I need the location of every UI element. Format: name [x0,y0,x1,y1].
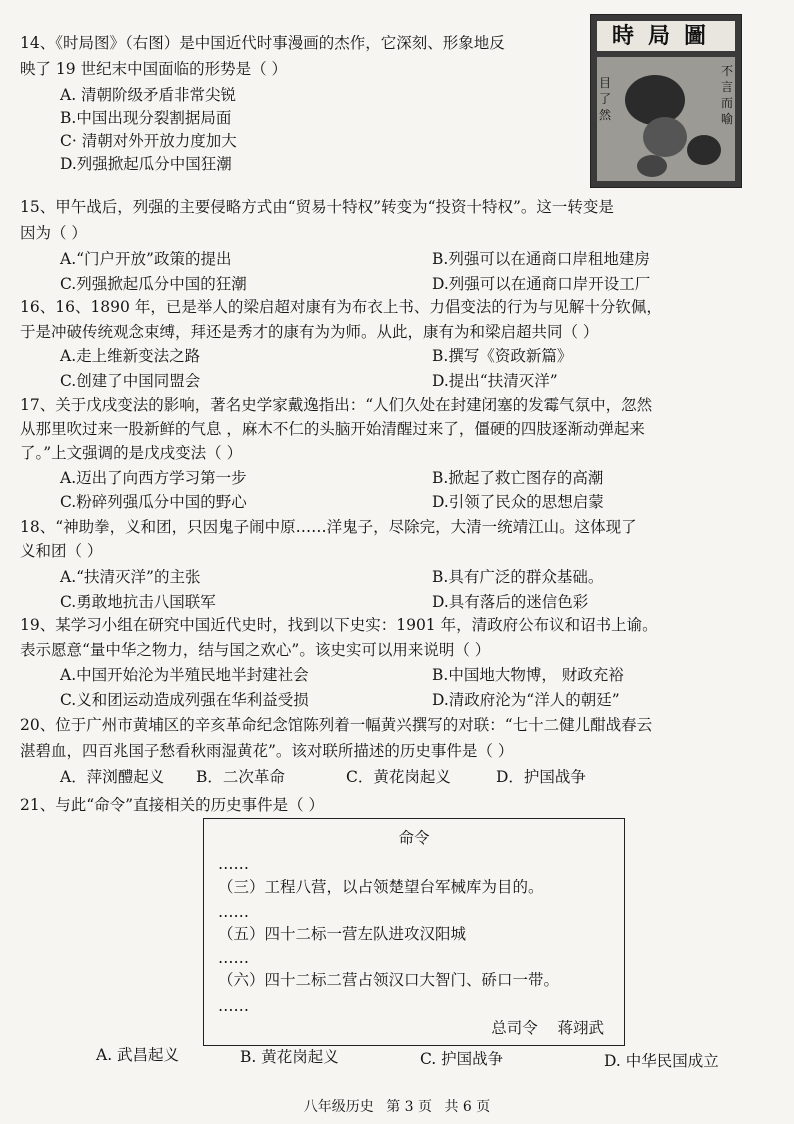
q18-stem-line1: 18、“神助拳，义和团，只因鬼子闹中原……洋鬼子，尽除完，大清一统靖江山。这体现了 [20,518,637,536]
q17-stem-line3: 了。”上文强调的是戊戌变法（ ） [20,444,243,462]
cartoon-artwork [597,57,735,181]
q17-option-a: A.迈出了向西方学习第一步 [60,469,247,487]
cartoon-title: 時局圖 [597,21,735,51]
q16-stem-line1: 16、16、1890 年，已是举人的梁启超对康有为布衣上书、力倡变法的行为与见解十分钦佩， [20,298,662,316]
q16-stem-line2: 于是冲破传统观念束缚，拜还是秀才的康有为为师。从此，康有为和梁启超共同（ ） [20,323,599,341]
command-signature [491,1017,604,1039]
q19-option-b: B.中国地大物博， 财政充裕 [432,666,624,684]
q16-option-a: A.走上维新变法之路 [60,347,201,365]
footer-subject: 八年级历史 [303,1099,374,1115]
signature-role: 总司令 [491,1019,538,1037]
shijutu-cartoon-image [590,14,742,188]
command-ellipsis-1: …… [218,855,249,873]
q15-option-d: D.列强可以在通商口岸开设工厂 [432,275,651,293]
cartoon-side-right: 不言而喻 [721,64,734,126]
q14-stem-line1: 14、《时局图》（右图）是中国近代时事漫画的杰作，它深刻、形象地反 [20,34,505,52]
cartoon-side-left: 目了然 [599,76,612,122]
command-item-3: （三）工程八营，以占领楚望台军械库为目的。 [218,878,544,896]
q19-option-c: C.义和团运动造成列强在华利益受损 [60,691,309,709]
command-ellipsis-3: …… [218,949,249,967]
q20-option-d: D．护国战争 [496,768,586,786]
q20-stem-line2: 湛碧血，四百兆国子愁看秋雨湿黄花”。该对联所描述的历史事件是（ ） [20,742,514,760]
command-ellipsis-4: …… [218,997,249,1015]
page-footer [0,1096,794,1116]
q21-option-c: C. 护国战争 [420,1050,504,1068]
q15-option-a: A.“门户开放”政策的提出 [60,250,232,268]
signature-name: 蒋翊武 [557,1019,604,1037]
q14-option-d: D.列强掀起瓜分中国狂潮 [60,155,232,173]
command-item-5: （五）四十二标一营左队进攻汉阳城 [218,925,467,943]
q20-stem-line1: 20、位于广州市黄埔区的辛亥革命纪念馆陈列着一幅黄兴撰写的对联：“七十二健儿酣战春云 [20,716,653,734]
q20-option-b: B．二次革命 [196,768,285,786]
q14-stem-line2: 映了 19 世纪末中国面临的形势是（ ） [20,60,288,78]
q18-option-d: D.具有落后的迷信色彩 [432,593,589,611]
q14-option-a: A. 清朝阶级矛盾非常尖锐 [60,86,237,104]
q18-option-a: A.“扶清灭洋”的主张 [60,568,201,586]
q18-stem-line2: 义和团（ ） [20,542,103,560]
command-document-box [203,818,625,1046]
q17-stem-line1: 17、关于戊戌变法的影响，著名史学家戴逸指出：“人们久处在封建闭塞的发霉气氛中，忽然 [20,396,653,414]
q18-option-c: C.勇敢地抗击八国联军 [60,593,216,611]
command-ellipsis-2: …… [218,903,249,921]
q15-stem-line2: 因为（ ） [20,224,87,242]
q19-option-a: A.中国开始沦为半殖民地半封建社会 [60,666,309,684]
q14-option-c: C· 清朝对外开放力度加大 [60,132,237,150]
q21-option-a: A. 武昌起义 [96,1046,180,1064]
q17-option-d: D.引领了民众的思想启蒙 [432,493,604,511]
q19-stem-line1: 19、某学习小组在研究中国近代史时，找到以下史实：1901 年，清政府公布议和诏书上谕。 [20,616,658,634]
q20-option-a: A．萍浏醴起义 [60,768,165,786]
q21-stem: 21、与此“命令”直接相关的历史事件是（ ） [20,796,324,814]
q18-option-b: B.具有广泛的群众基础。 [432,568,604,586]
footer-page-number: 第 3 页 [386,1099,432,1115]
q19-option-d: D.清政府沦为“洋人的朝廷” [432,691,620,709]
q17-option-c: C.粉碎列强瓜分中国的野心 [60,493,247,511]
q21-option-b: B. 黄花岗起义 [240,1048,339,1066]
q15-option-c: C.列强掀起瓜分中国的狂潮 [60,275,247,293]
q14-option-b: B.中国出现分裂割据局面 [60,109,232,127]
q17-stem-line2: 从那里吹过来一股新鲜的气息 ，麻木不仁的头脑开始清醒过来了，僵硬的四肢逐渐动弹起来 [20,420,645,438]
q17-option-b: B.掀起了救亡图存的高潮 [432,469,604,487]
command-item-6: （六）四十二标二营占领汉口大智门、硚口一带。 [218,971,560,989]
command-title: 命令 [398,829,430,847]
q20-option-c: C．黄花岗起义 [346,768,451,786]
q16-option-b: B.撰写《资政新篇》 [432,347,573,365]
q16-option-c: C.创建了中国同盟会 [60,372,201,390]
q19-stem-line2: 表示愿意“量中华之物力，结与国之欢心”。该史实可以用来说明（ ） [20,641,491,659]
footer-total-pages: 共 6 页 [444,1099,491,1115]
q15-option-b: B.列强可以在通商口岸租地建房 [432,250,650,268]
q21-option-d: D. 中华民国成立 [604,1052,719,1070]
q15-stem-line1: 15、甲午战后，列强的主要侵略方式由“贸易十特权”转变为“投资十特权”。这一转变是 [20,198,614,216]
q16-option-d: D.提出“扶清灭洋” [432,372,558,390]
